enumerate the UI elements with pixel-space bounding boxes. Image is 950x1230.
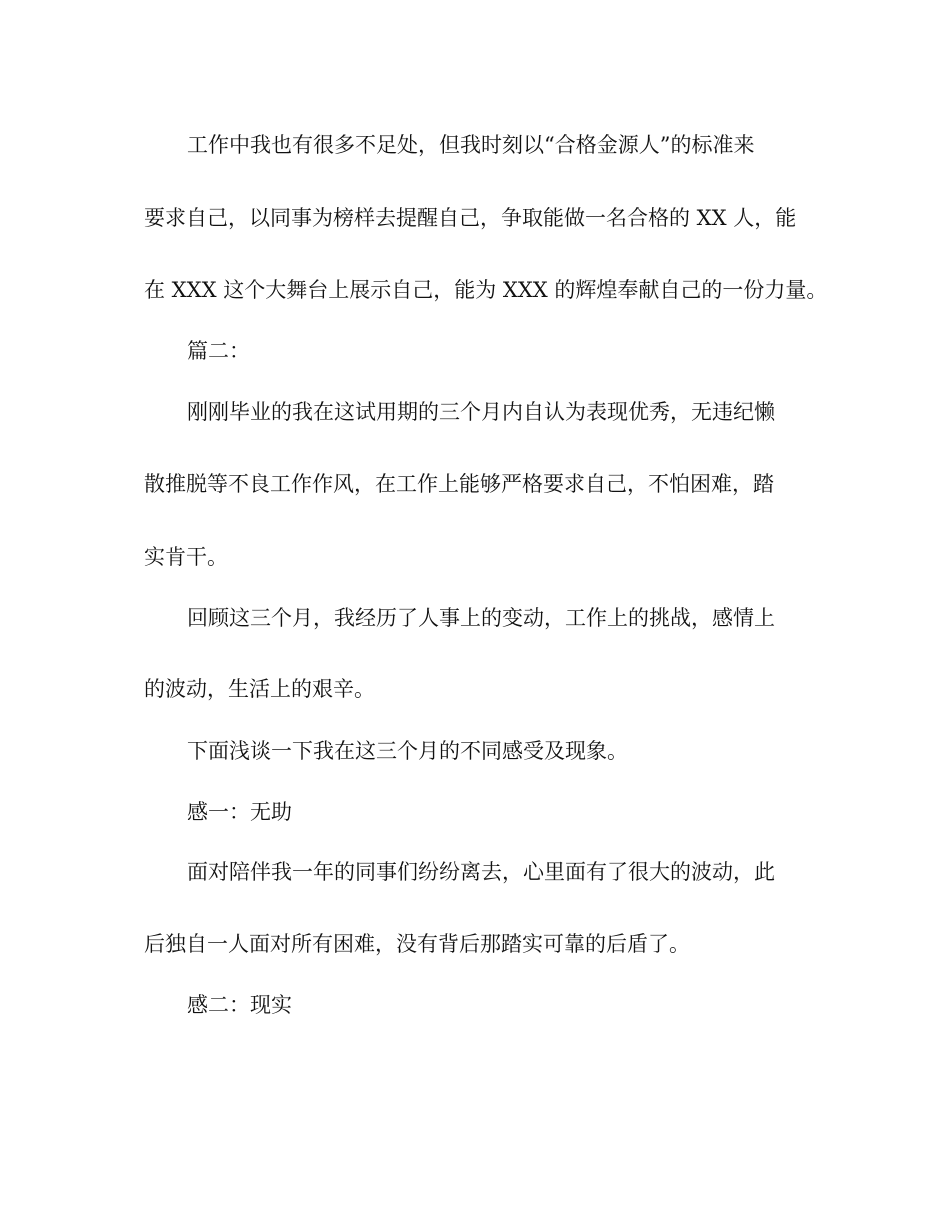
- paragraph-line: 回顾这三个月，我经历了人事上的变动，工作上的挑战，感情上: [187, 606, 775, 630]
- paragraph-line: 刚刚毕业的我在这试用期的三个月内自认为表现优秀，无违纪懒: [187, 400, 775, 424]
- paragraph-line: 工作中我也有很多不足处，但我时刻以“合格金源人”的标准来: [187, 133, 755, 157]
- paragraph-line: 面对陪伴我一年的同事们纷纷离去，心里面有了很大的波动，此: [187, 860, 775, 884]
- paragraph-line: 散推脱等不良工作作风，在工作上能够严格要求自己，不怕困难，踏: [144, 472, 774, 496]
- paragraph-line: 要求自己，以同事为榜样去提醒自己，争取能做一名合格的 XX 人，能: [144, 206, 797, 230]
- paragraph-line: 实肯干。: [144, 545, 228, 569]
- section-heading: 篇二：: [187, 339, 250, 363]
- paragraph-line: 的波动，生活上的艰辛。: [144, 677, 375, 701]
- subheading: 感二：现实: [187, 993, 292, 1017]
- paragraph-line: 下面浅谈一下我在这三个月的不同感受及现象。: [187, 739, 628, 763]
- subheading: 感一：无助: [187, 800, 292, 824]
- paragraph-line: 后独自一人面对所有困难，没有背后那踏实可靠的后盾了。: [144, 932, 690, 956]
- paragraph-line: 在 XXX 这个大舞台上展示自己，能为 XXX 的辉煌奉献自己的一份力量。: [144, 278, 828, 302]
